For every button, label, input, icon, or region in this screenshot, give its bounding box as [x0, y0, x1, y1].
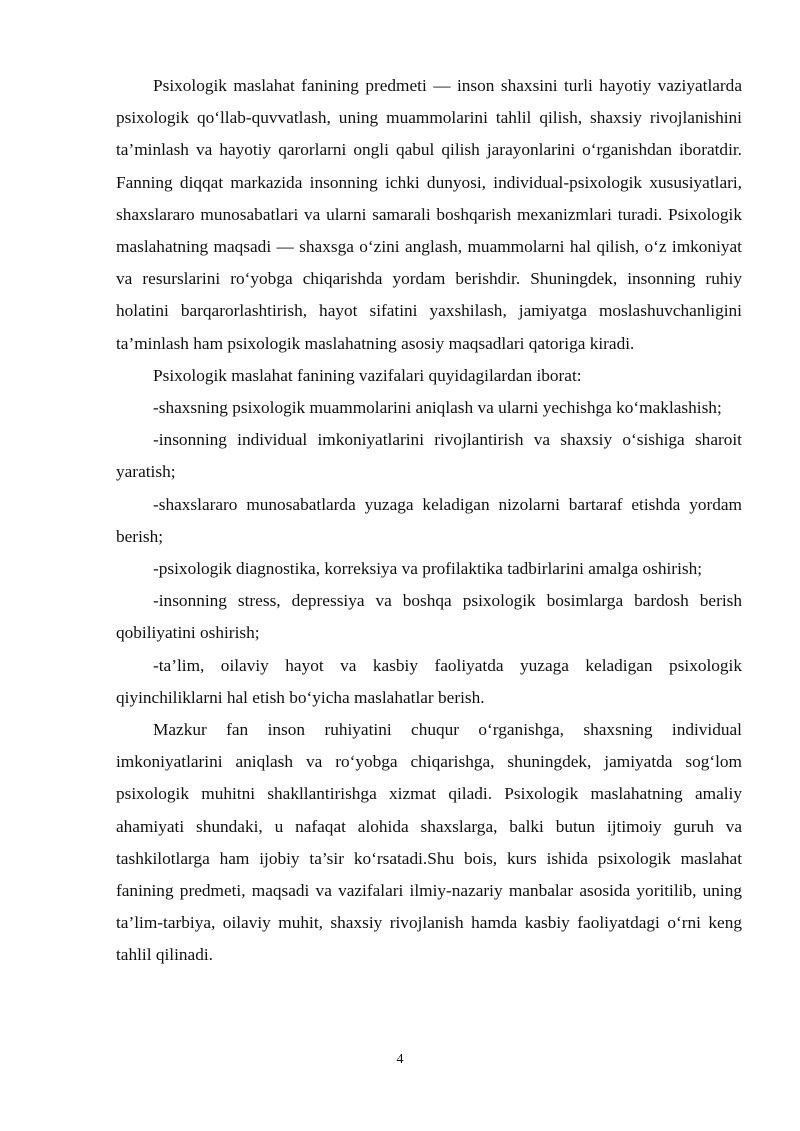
paragraph-subject-and-goal: Psixologik maslahat fanining predmeti — inson shaxsini turli hayotiy vaziyatlarda psixologik qo‘llab-quvvatlash, uning muammolarini tahlil qilish, shaxsiy rivojlanishini ta’minlash va hayotiy qarorlarni ongli qabul qilish jarayonlarini o‘rganishdan iboratdir. Fanning diqqat markazida insonning ichki dunyosi, individual-psixologik xususiyatlari, shaxslararo munosabatlari va ularni samarali boshqarish mexanizmlari turadi. Psixologik maslahatning maqsadi — shaxsga o‘zini anglash, muammolarni hal qilish, o‘z imkoniyat va resurslarini ro‘yobga chiqarishda yordam berishdir. Shuningdek, insonning ruhiy holatini barqarorlashtirish, hayot sifatini yaxshilash, jamiyatga moslashuvchanligini ta’minlash ham psixologik maslahatning asosiy maqsadlari qatoriga kiradi.	[116, 76, 742, 353]
document-page	[116, 70, 742, 972]
paragraph-tasks-intro: Psixologik maslahat fanining vazifalari quyidagilardan iborat:	[153, 365, 582, 385]
list-item-task-5: -insonning stress, depressiya va boshqa psixologik bosimlarga bardosh berish qobiliyatini oshirish;	[116, 591, 742, 643]
page-number: 4	[396, 1052, 404, 1067]
list-item-task-3: -shaxslararo munosabatlarda yuzaga keladigan nizolarni bartaraf etishda yordam berish;	[116, 494, 742, 546]
list-item-task-2: -insonning individual imkoniyatlarini rivojlantirish va shaxsiy o‘sishiga sharoit yaratish;	[116, 430, 742, 482]
paragraph-conclusion: Mazkur fan inson ruhiyatini chuqur o‘rganishga, shaxsning individual imkoniyatlarini aniqlash va ro‘yobga chiqarishga, shuningdek, jamiyatda sog‘lom psixologik muhitni shakllantirishga xizmat qiladi. Psixologik maslahatning amaliy ahamiyati shundaki, u nafaqat alohida shaxslarga, balki butun ijtimoiy guruh va tashkilotlarga ham ijobiy ta’sir ko‘rsatadi.Shu bois, kurs ishida psixologik maslahat fanining predmeti, maqsadi va vazifalari ilmiy-nazariy manbalar asosida yoritilib, uning ta’lim-tarbiya, oilaviy muhit, shaxsiy rivojlanish hamda kasbiy faoliyatdagi o‘rni keng tahlil qilinadi.	[116, 720, 742, 965]
list-item-task-1: -shaxsning psixologik muammolarini aniqlash va ularni yechishga ko‘maklashish;	[153, 398, 722, 418]
list-item-task-6: -ta’lim, oilaviy hayot va kasbiy faoliyatda yuzaga keladigan psixologik qiyinchiliklarni hal etish bo‘yicha maslahatlar berish.	[116, 655, 742, 707]
list-item-task-4: -psixologik diagnostika, korreksiya va profilaktika tadbirlarini amalga oshirish;	[153, 559, 703, 579]
